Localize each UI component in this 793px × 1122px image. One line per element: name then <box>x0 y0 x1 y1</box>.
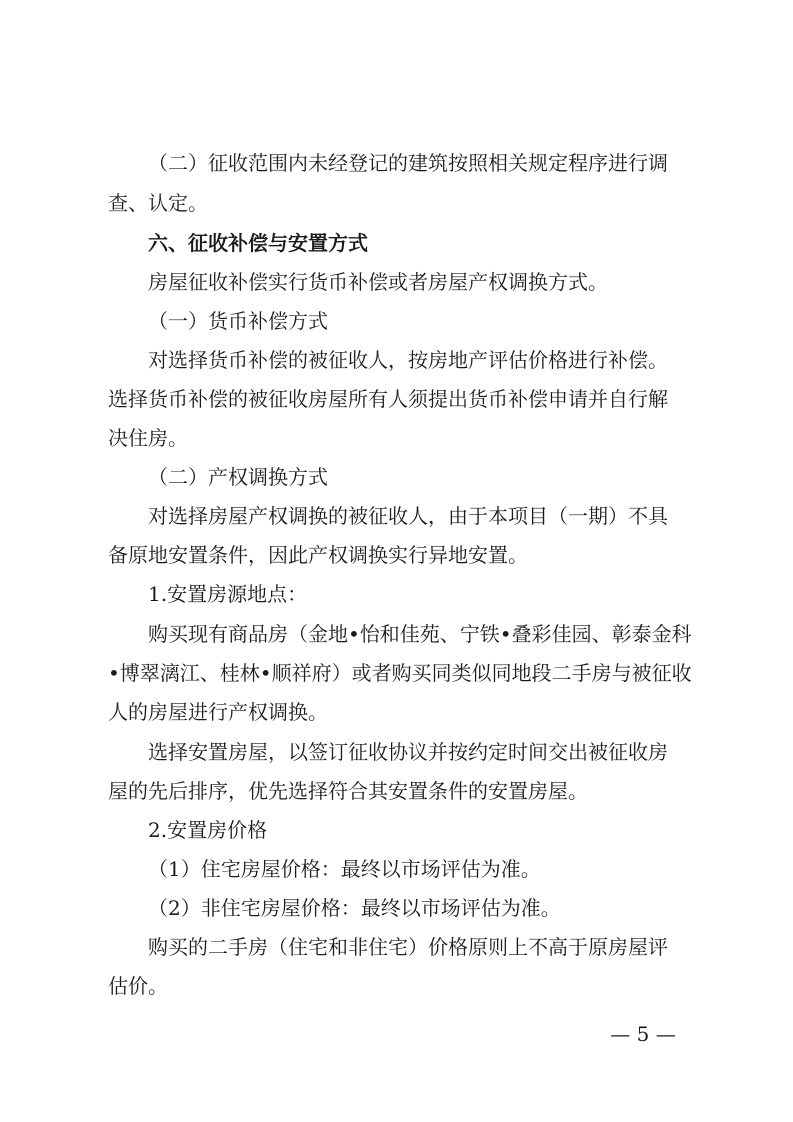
subsection-heading: （二）产权调换方式 <box>148 465 328 489</box>
list-heading: 2.安置房价格 <box>148 818 268 842</box>
paragraph-line: 备原地安置条件，因此产权调换实行异地安置。 <box>108 543 528 567</box>
paragraph-line: 人的房屋进行产权调换。 <box>108 700 328 724</box>
paragraph-line: （二）征收范围内未经登记的建筑按照相关规定程序进行调 <box>148 151 668 175</box>
subsection-heading: （一）货币补偿方式 <box>148 309 328 333</box>
paragraph-line: 购买现有商品房（金地•怡和佳苑、宁铁•叠彩佳园、彰泰金科 <box>148 622 692 646</box>
paragraph-line: 房屋征收补偿实行货币补偿或者房屋产权调换方式。 <box>148 270 608 294</box>
paragraph-line: 估价。 <box>108 974 168 998</box>
paragraph-line: 查、认定。 <box>108 191 208 215</box>
paragraph-line: •博翠漓江、桂林•顺祥府）或者购买同类似同地段二手房与被征收 <box>108 661 692 685</box>
list-item: （2）非住宅房屋价格：最终以市场评估为准。 <box>148 896 561 920</box>
paragraph-line: 购买的二手房（住宅和非住宅）价格原则上不高于原房屋评 <box>148 935 668 959</box>
list-heading: 1.安置房源地点： <box>148 582 308 606</box>
list-item: （1）住宅房屋价格：最终以市场评估为准。 <box>148 857 541 881</box>
paragraph-line: 选择货币补偿的被征收房屋所有人须提出货币补偿申请并自行解 <box>108 387 668 411</box>
paragraph-line: 对选择房屋产权调换的被征收人，由于本项目（一期）不具 <box>148 504 668 528</box>
page-number: — 5 — <box>610 1022 676 1046</box>
paragraph-line: 决住房。 <box>108 426 188 450</box>
section-heading: 六、征收补偿与安置方式 <box>148 231 368 255</box>
paragraph-line: 对选择货币补偿的被征收人，按房地产评估价格进行补偿。 <box>148 348 668 372</box>
paragraph-line: 屋的先后排序，优先选择符合其安置条件的安置房屋。 <box>108 779 588 803</box>
paragraph-line: 选择安置房屋，以签订征收协议并按约定时间交出被征收房 <box>148 740 668 764</box>
